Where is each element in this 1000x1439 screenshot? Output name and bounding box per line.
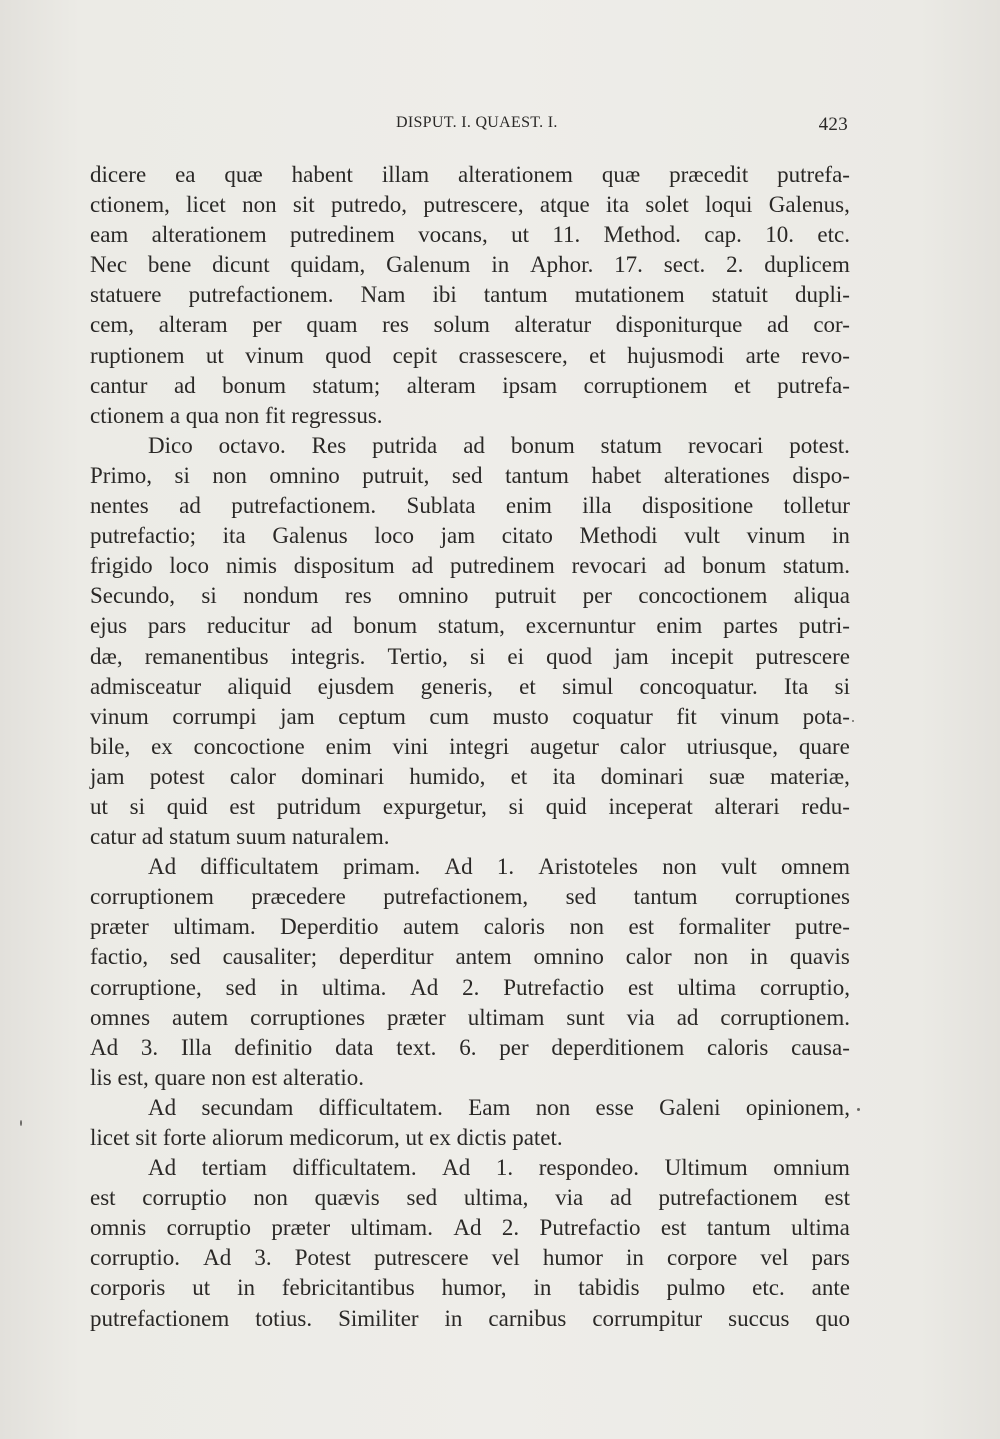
- text-line: admisceatur aliquid ejusdem generis, et simul concoquatur. Ita si: [90, 673, 850, 699]
- text-line: Dico octavo. Res putrida ad bonum statum revocari potest.: [148, 432, 850, 458]
- text-line: Nec bene dicunt quidam, Galenum in Aphor. 17. sect. 2. duplicem: [90, 252, 850, 278]
- text-line: Ad secundam difficultatem. Eam non esse Galeni opinionem,: [148, 1094, 850, 1120]
- text-line: ruptionem ut vinum quod cepit crassescere, et hujusmodi arte revo-: [90, 342, 850, 368]
- text-line: jam potest calor dominari humido, et ita dominari suæ materiæ,: [90, 763, 850, 789]
- text-line: eam alterationem putredinem vocans, ut 11. Method. cap. 10. etc.: [90, 222, 850, 248]
- paper-speck: [20, 1120, 22, 1126]
- text-line: ctionem, licet non sit putredo, putrescere, atque ita solet loqui Galenus,: [90, 192, 850, 218]
- text-line: ejus pars reducitur ad bonum statum, excernuntur enim partes putri-: [90, 613, 850, 639]
- text-line: dicere ea quæ habent illam alterationem quæ præcedit putrefa-: [90, 162, 850, 187]
- text-line: bile, ex concoctione enim vini integri augetur calor utriusque, quare: [90, 733, 850, 759]
- text-line: omnes autem corruptiones præter ultimam sunt via ad corruptionem.: [90, 1004, 850, 1030]
- text-line: ut si quid est putridum expurgetur, si quid inceperat alterari redu-: [90, 793, 850, 819]
- page-number: 423: [818, 114, 848, 135]
- text-line: nentes ad putrefactionem. Sublata enim illa dispositione tolletur: [90, 493, 850, 519]
- text-line: corruptionem præcedere putrefactionem, sed tantum corruptiones: [90, 884, 850, 910]
- paper-speck: [852, 720, 854, 722]
- text-line: corporis ut in febricitantibus humor, in tabidis pulmo etc. ante: [90, 1275, 850, 1301]
- text-line: Ad 3. Illa definitio data text. 6. per deperditionem caloris causa-: [90, 1034, 850, 1060]
- text-line: Ad difficultatem primam. Ad 1. Aristoteles non vult omnem: [148, 854, 850, 880]
- text-line: lis est, quare non est alteratio.: [90, 1064, 365, 1090]
- text-line: statuere putrefactionem. Nam ibi tantum mutationem statuit dupli-: [90, 282, 850, 308]
- running-title: DISPUT. I. QUAEST. I.: [396, 114, 558, 131]
- text-line: factio, sed causaliter; deperditur antem omnino calor non in quavis: [90, 944, 850, 970]
- text-line: putrefactionem totius. Similiter in carnibus corrumpitur succus quo: [90, 1305, 850, 1331]
- text-line: dæ, remanentibus integris. Tertio, si ei quod jam incepit putrescere: [90, 643, 850, 669]
- text-line: Primo, si non omnino putruit, sed tantum habet alterationes dispo-: [90, 462, 850, 488]
- body-text: [90, 160, 850, 1334]
- running-head: [90, 114, 848, 138]
- text-line: cem, alteram per quam res solum alteratur disponiturque ad cor-: [90, 312, 850, 338]
- text-line: præter ultimam. Deperditio autem caloris non est formaliter putre-: [90, 914, 850, 940]
- text-line: omnis corruptio præter ultimam. Ad 2. Putrefactio est tantum ultima: [90, 1215, 850, 1241]
- text-line: corruptione, sed in ultima. Ad 2. Putrefactio est ultima corruptio,: [90, 974, 850, 1000]
- text-line: putrefactio; ita Galenus loco jam citato Methodi vult vinum in: [90, 523, 850, 549]
- text-line: Secundo, si nondum res omnino putruit per concoctionem aliqua: [90, 583, 850, 609]
- text-line: cantur ad bonum statum; alteram ipsam corruptionem et putrefa-: [90, 372, 850, 398]
- text-line: vinum corrumpi jam ceptum cum musto coquatur fit vinum pota-: [90, 703, 850, 729]
- text-line: catur ad statum suum naturalem.: [90, 824, 390, 850]
- text-line: licet sit forte aliorum medicorum, ut ex dictis patet.: [90, 1125, 563, 1150]
- text-line: corruptio. Ad 3. Potest putrescere vel humor in corpore vel pars: [90, 1245, 850, 1271]
- paper-speck: [857, 1108, 860, 1111]
- text-line: est corruptio non quævis sed ultima, via ad putrefactionem est: [90, 1185, 850, 1211]
- text-line: ctionem a qua non fit regressus.: [90, 402, 383, 428]
- text-line: Ad tertiam difficultatem. Ad 1. respondeo. Ultimum omnium: [148, 1155, 850, 1181]
- text-line: frigido loco nimis dispositum ad putredinem revocari ad bonum statum.: [90, 553, 850, 579]
